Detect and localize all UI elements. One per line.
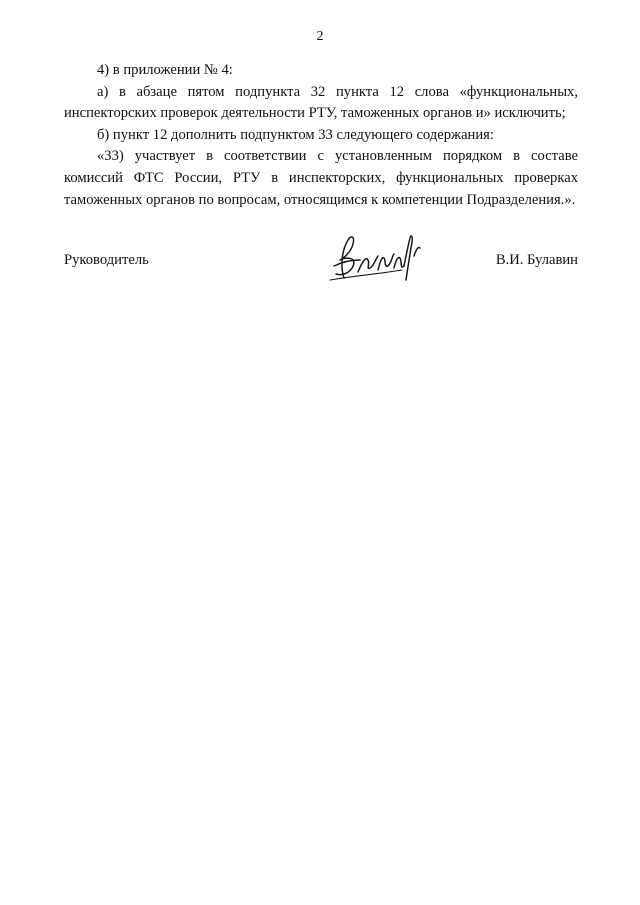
paragraph-item-a: а) в абзаце пятом подпункта 32 пункта 12 слова «функциональных, инспекторских проверок деятельности РТУ, таможенных органов и» исключить; xyxy=(64,83,578,122)
paragraph-item-b: б) пункт 12 дополнить подпунктом 33 следующего содержания: xyxy=(97,126,494,143)
signatory-name: В.И. Булавин xyxy=(495,252,578,268)
document-body xyxy=(64,60,578,211)
signatory-title: Руководитель xyxy=(64,252,149,268)
handwritten-signature-icon xyxy=(322,226,426,288)
paragraph-subitem-33: «33) участвует в соответствии с установленным порядком в составе комиссий ФТС России, РТУ в инспекторских, функциональных проверках таможенных органов по вопросам, относящимся к компетенции Подразделения.». xyxy=(64,148,578,208)
paragraph-appendix-4: 4) в приложении № 4: xyxy=(97,62,233,78)
page-number: 2 xyxy=(316,29,324,44)
signature-block xyxy=(64,222,578,292)
